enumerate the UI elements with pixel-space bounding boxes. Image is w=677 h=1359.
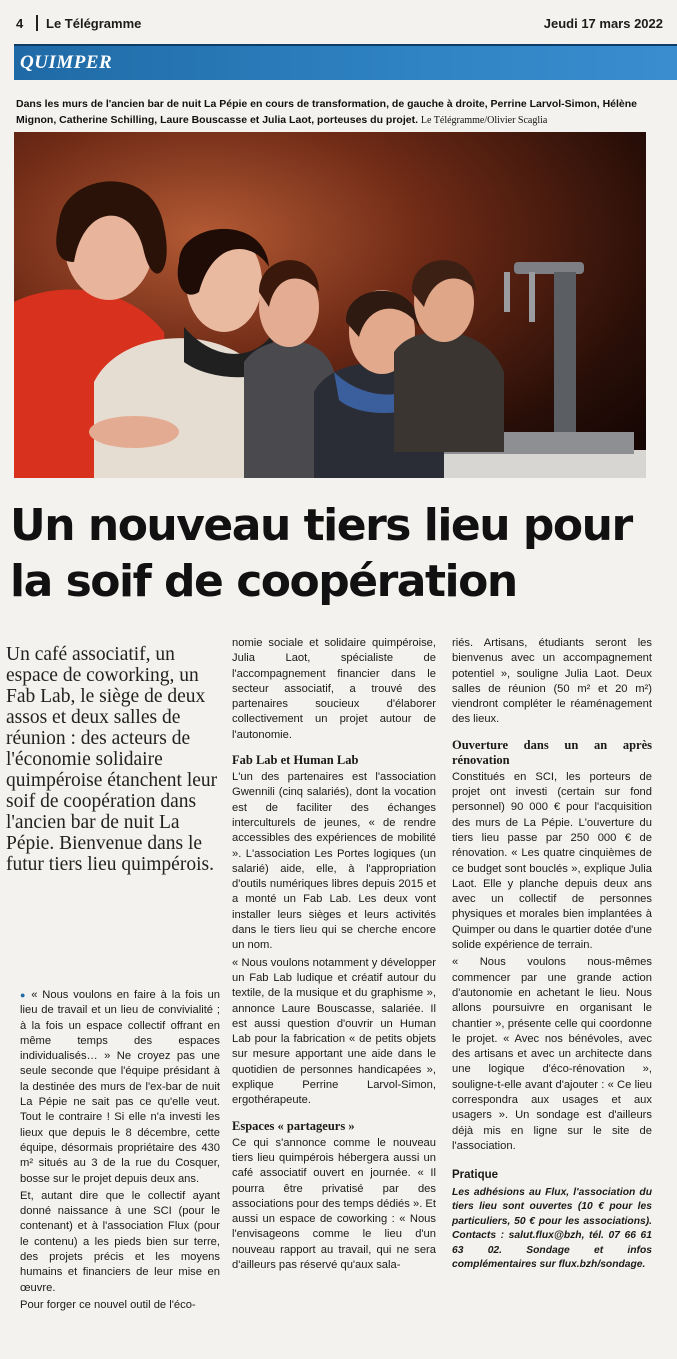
paragraph: ● « Nous voulons en faire à la fois un lieu de travail et un lieu de convivialité ; à la fois un espace collectif offrant en même temps des espaces individualisés… » Ne croyez pas une seule seconde que l'équipe présidant à la destinée des murs de l'ex-bar de nuit La Pépie ne sait pas ce qu'elle veut. Tout le contraire ! Si elle n'a investi les lieux que depuis le 8 décembre, cette équipe, désormais propriétaire des 430 m² situés au 3 de la rue du Cosquer, bosse sur le projet depuis deux ans.: [20, 988, 220, 1187]
caption-text: Dans les murs de l'ancien bar de nuit La Pépie en cours de transformation, de gauche à droite, Perrine Larvol-Simon, Hélène Mignon, Catherine Schilling, Laure Bouscasse et Julia Laot, porteuses du projet.: [16, 98, 637, 126]
practical-info-box: [452, 1168, 652, 1272]
paragraph: « Nous voulons nous-mêmes commencer par une grande action d'autonomie en achetant le lieu. Nous allons poursuivre en organisant le chantier », présente celle qui coordonne le projet. « Avec nos bénévoles, avec des artisans et avec un architecte dans une logique d'éco-rénovation », souligne-t-elle avant d'ajouter : « Ce lieu correspondra aux usages et aux usagers ». Un sondage est d'ailleurs déjà mis en ligne sur le site de l'association.: [452, 956, 652, 1152]
paragraph: Ce qui s'annonce comme le nouveau tiers lieu quimpérois hébergera aussi un café associatif ouvert en journée. « Il pourra être privatisé par des associations pour des temps dédiés ». Et aussi un espace de coworking : « Nous l'envisageons comme le lieu d'un nouveau rapport au travail, qui ne sera d'ailleurs pas réservé qu'aux sala-: [232, 1136, 436, 1271]
paragraph: « Nous voulons notamment y développer un Fab Lab ludique et créatif autour du textile, de la musique et du graphisme », annonce Laure Bouscasse, salariée. Il est aussi question d'ouvrir un Human Lab pour la fabrication « de petits objets sur mesure apportant une aide dans le quotidien de personnes handicapées », explique Perrine Larvol-Simon, ergothérapeute.: [232, 956, 436, 1107]
photo-credit: Le Télégramme/Olivier Scaglia: [420, 115, 548, 126]
photo-illustration: [14, 132, 646, 478]
subheading: Ouverture dans un an après rénovation: [452, 737, 652, 767]
issue-date: Jeudi 17 mars 2022: [543, 16, 663, 31]
practical-info-text: Les adhésions au Flux, l'association du tiers lieu sont ouvertes (10 € pour les particuliers, 50 € pour les associations). Contacts : salut.flux@bzh, tél. 07 66 61 63 02. Sondage et infos complémentaires sur flux.bzh/sondage.: [452, 1186, 652, 1270]
paragraph: L'un des partenaires est l'association Gwennili (cinq salariés), dont la vocation est de faciliter des échanges interculturels de jeunes, « de rendre accessibles des expériences de mobilité ». L'association Les Portes logiques (un salarié) aide, elle, à l'appropriation d'outils numériques libres depuis 2015 et a monté un Fab Lab. Les deux vont installer leurs sièges et leurs activités dans le tiers lieu qui se cherche encore un nom.: [232, 771, 436, 952]
newspaper-name: Le Télégramme: [46, 16, 142, 31]
body-column-3: [452, 636, 652, 1275]
paragraph: Constitués en SCI, les porteurs de projet ont investi (certain sur fond personnel) 90 000 € pour l'acquisition des murs de La Pépie. L'ouverture du tiers lieu passe par 250 000 € de rénovation. « Les quatre cinquièmes de ce budget sont bouclés », explique Julia Laot. Elle y planche depuis deux ans avec un collectif de personnes physiques et morales bien implantées à Quimper ou dans le quartier dotée d'une solide expérience de terrain.: [452, 770, 652, 952]
article-lead: Un café associatif, un espace de coworking, un Fab Lab, le siège de deux assos et deux salles de réunion : des acteurs de l'économie solidaire quimpéroise étanchent leur soif de coopération dans l'ancien bar de nuit La Pépie. Bienvenue dans le futur tiers lieu quimpérois.: [6, 644, 218, 875]
practical-info-title: Pratique: [452, 1169, 499, 1182]
paragraph: riés. Artisans, étudiants seront les bienvenus avec un accompagnement potentiel », souligne Julia Laot. Deux salles de réunion (50 m² et 20 m²) viendront compléter le réaménagement des lieux.: [452, 637, 652, 726]
article-photo: [14, 132, 646, 478]
body-column-1: [20, 988, 220, 1315]
paragraph: Pour forger ce nouvel outil de l'éco-: [20, 1298, 196, 1311]
folio: [16, 14, 663, 36]
body-column-2: [232, 636, 436, 1275]
paragraph: Et, autant dire que le collectif ayant donné naissance à une SCI (pour le contenant) et à l'association Flux (pour le contenu) a les pieds bien sur terre, des projets précis et les moyens humains et financiers de leur mise en œuvre.: [20, 1189, 220, 1294]
paragraph: nomie sociale et solidaire quimpéroise, Julia Laot, spécialiste de l'accompagnement financier dans le secteur associatif, a trouvé des partenaires soucieux d'élaborer collectivement un projet autour de l'autonomie.: [232, 637, 436, 741]
subheading: Espaces « partageurs »: [232, 1118, 355, 1133]
photo-caption: [16, 96, 661, 129]
section-banner: [14, 44, 677, 80]
folio-separator: [36, 15, 38, 31]
subheading: Fab Lab et Human Lab: [232, 753, 359, 768]
article-headline: Un nouveau tiers lieu pour la soif de coopération: [10, 500, 632, 607]
section-title: QUIMPER: [20, 52, 113, 73]
page-number: 4: [16, 16, 24, 31]
